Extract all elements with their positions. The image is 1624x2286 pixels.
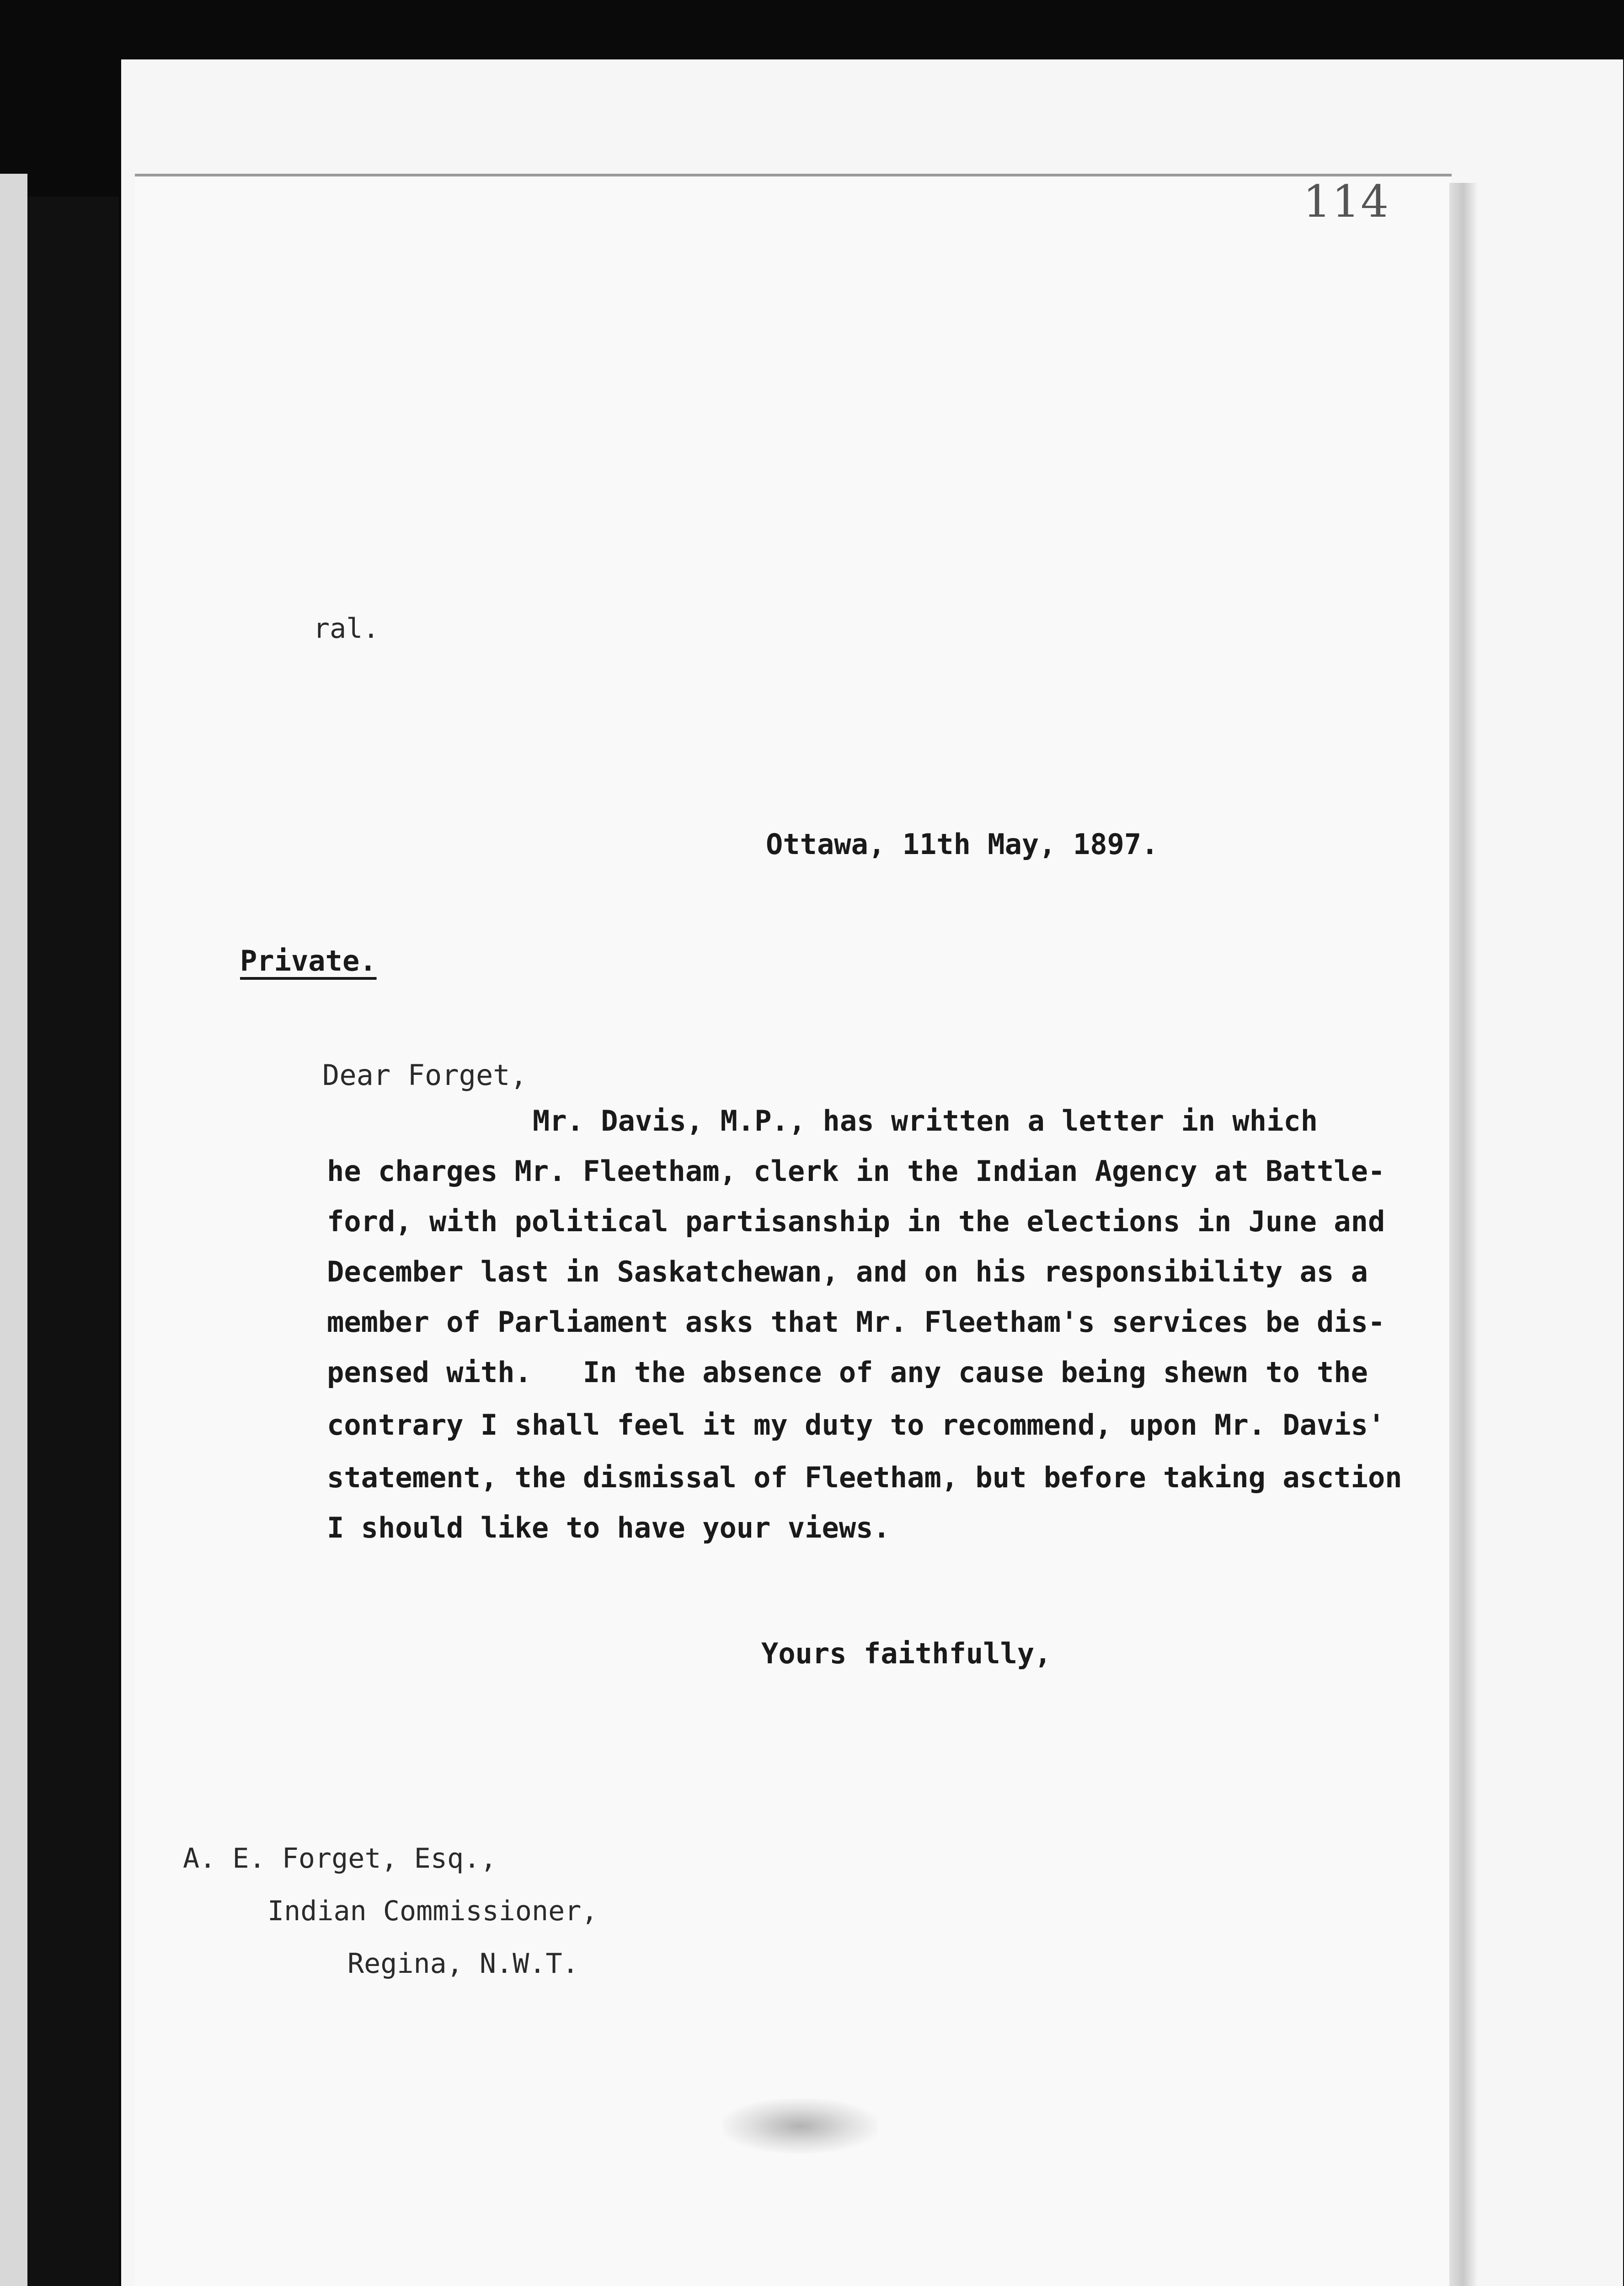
dateline: Ottawa, 11th May, 1897. — [766, 828, 1159, 861]
film-shadow — [27, 197, 119, 2286]
address-line: Regina, N.W.T. — [347, 1948, 579, 1980]
address-line: Indian Commissioner, — [267, 1895, 598, 1927]
paper-stain — [722, 2099, 878, 2153]
body-line: member of Parliament asks that Mr. Fleetham's services be dis- — [327, 1305, 1385, 1339]
body-line: pensed with. In the absence of any cause being shewn to the — [327, 1356, 1368, 1389]
body-line: statement, the dismissal of Fleetham, but before taking asction — [327, 1461, 1402, 1494]
page-edge-shadow — [1449, 183, 1477, 2286]
body-line: I should like to have your views. — [327, 1511, 890, 1544]
body-line: December last in Saskatchewan, and on his responsibility as a — [327, 1255, 1368, 1288]
closing: Yours faithfully, — [761, 1637, 1052, 1670]
body-line: Mr. Davis, M.P., has written a letter in which — [533, 1104, 1318, 1138]
page-number: 114 — [1303, 176, 1390, 227]
text-fragment: ral. — [313, 613, 379, 645]
address-line: A. E. Forget, Esq., — [183, 1843, 497, 1875]
private-heading: Private. — [240, 944, 377, 977]
body-line: contrary I shall feel it my duty to recommend, upon Mr. Davis' — [327, 1408, 1385, 1442]
salutation: Dear Forget, — [322, 1058, 527, 1092]
film-edge — [0, 174, 27, 2286]
body-line: he charges Mr. Fleetham, clerk in the Indian Agency at Battle- — [327, 1154, 1385, 1188]
body-line: ford, with political partisanship in the elections in June and — [327, 1205, 1385, 1238]
